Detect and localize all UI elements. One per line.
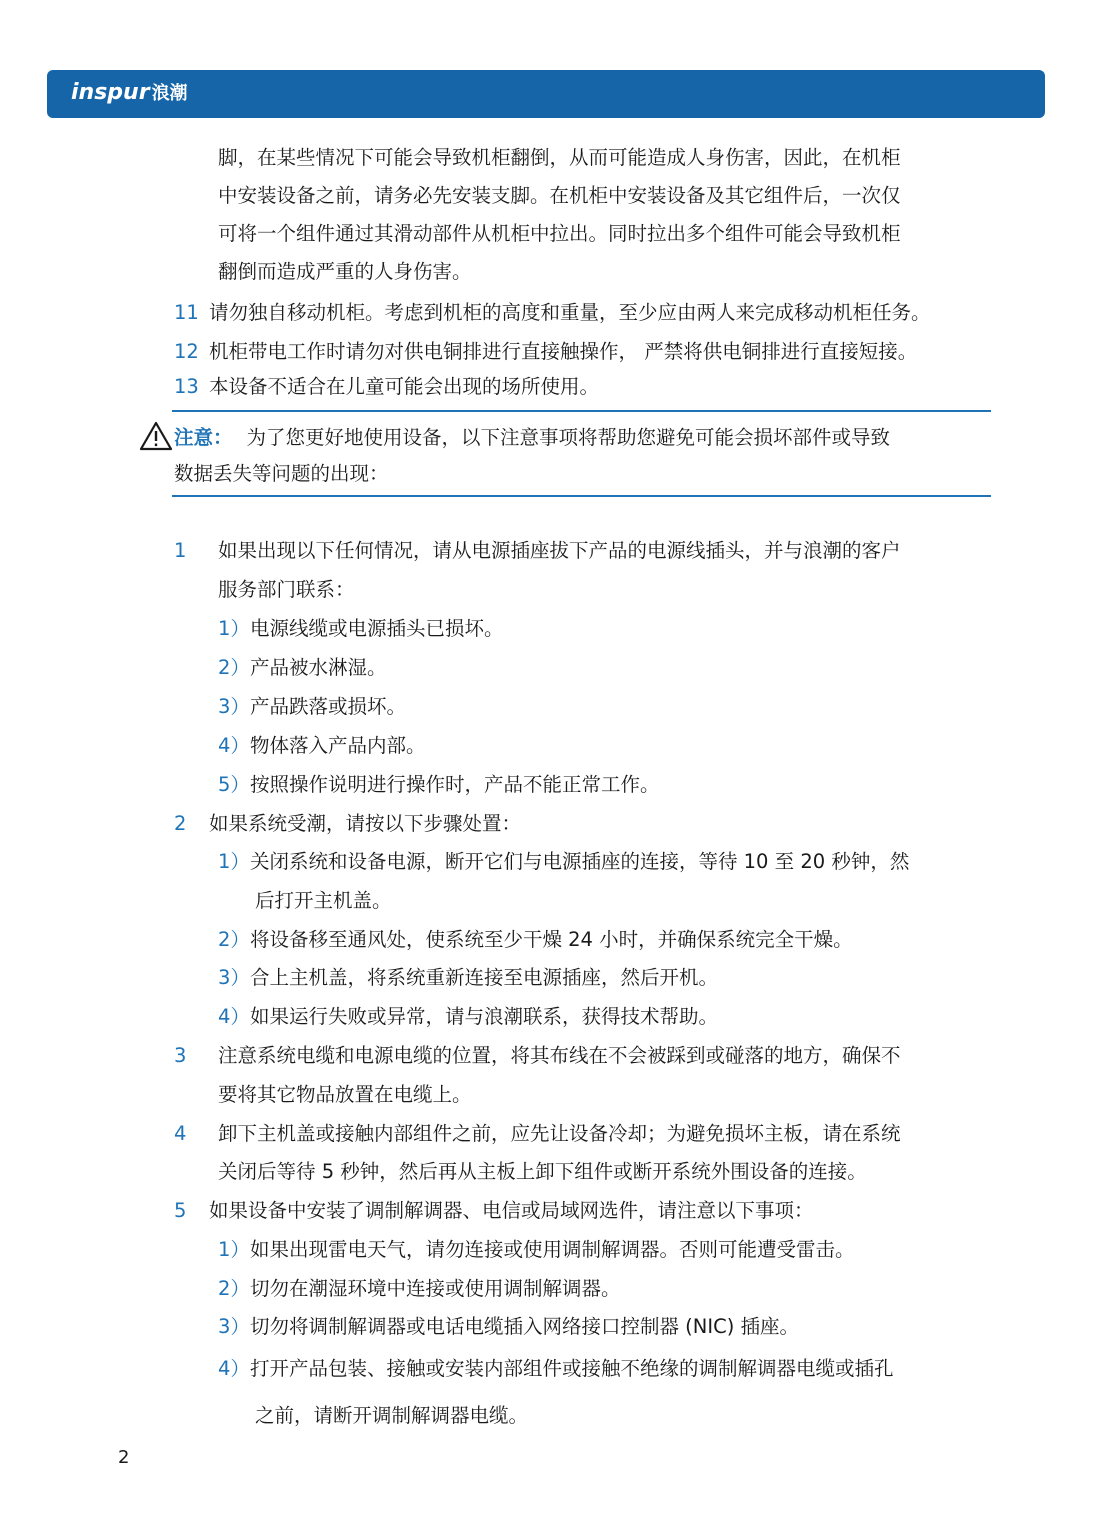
- sub-item-number: 1）: [218, 617, 250, 640]
- item-number: 2: [174, 812, 187, 835]
- sub-item: 2）产品被水淋湿。: [218, 656, 387, 679]
- sub-item: 2）将设备移至通风处，使系统至少干燥 24 小时，并确保系统完全干燥。: [218, 928, 853, 951]
- sub-item-number: 2）: [218, 1277, 250, 1300]
- item-number: 11: [174, 301, 199, 324]
- sub-item-number: 4）: [218, 1005, 250, 1028]
- sub-item: 5）按照操作说明进行操作时，产品不能正常工作。: [218, 773, 660, 796]
- notice-line-2: 数据丢失等问题的出现：: [174, 462, 389, 485]
- sub-item-number: 4）: [218, 734, 250, 757]
- notice-text: 为了您更好地使用设备，以下注意事项将帮助您避免可能会损坏部件或导致: [246, 426, 891, 449]
- sub-item: 1）关闭系统和设备电源，断开它们与电源插座的连接，等待 10 至 20 秒钟，然: [218, 850, 910, 873]
- logo-text-cn: 浪潮: [151, 83, 188, 104]
- header-bar: [47, 70, 1045, 118]
- item-number: 12: [174, 340, 199, 363]
- item-text: 关闭后等待 5 秒钟，然后再从主板上卸下组件或断开系统外围设备的连接。: [218, 1160, 867, 1183]
- logo-text: inspur: [71, 80, 150, 105]
- page-number: 2: [118, 1447, 130, 1468]
- notice-bottom-rule: [172, 495, 991, 497]
- sub-item: 4）打开产品包装、接触或安装内部组件或接触不绝缘的调制解调器电缆或插孔: [218, 1357, 894, 1380]
- item-number: 1: [174, 539, 187, 562]
- sub-item-number: 1）: [218, 850, 250, 873]
- item-text: 机柜带电工作时请勿对供电铜排进行直接触操作， 严禁将供电铜排进行直接短接。: [209, 340, 918, 363]
- sub-item-number: 3）: [218, 695, 250, 718]
- intro-line: 翻倒而造成严重的人身伤害。: [218, 260, 472, 283]
- sub-item: 3）切勿将调制解调器或电话电缆插入网络接口控制器 (NIC) 插座。: [218, 1315, 800, 1338]
- item-text: 如果设备中安装了调制解调器、电信或局域网选件，请注意以下事项：: [209, 1199, 814, 1222]
- sub-item: 1）电源线缆或电源插头已损坏。: [218, 617, 504, 640]
- item-number: 3: [174, 1044, 187, 1067]
- sub-item: 2）切勿在潮湿环境中连接或使用调制解调器。: [218, 1277, 621, 1300]
- item-text: 如果出现以下任何情况，请从电源插座拔下产品的电源线插头，并与浪潮的客户: [218, 539, 901, 562]
- sub-item-continuation: 之前，请断开调制解调器电缆。: [255, 1404, 529, 1427]
- notice-line-1: [174, 419, 890, 457]
- sub-item: 3）合上主机盖，将系统重新连接至电源插座，然后开机。: [218, 966, 718, 989]
- intro-line: 中安装设备之前，请务必先安装支脚。在机柜中安装设备及其它组件后，一次仅: [218, 184, 901, 207]
- item-text: 卸下主机盖或接触内部组件之前，应先让设备冷却；为避免损坏主板，请在系统: [218, 1122, 901, 1145]
- sub-item-number: 1）: [218, 1238, 250, 1261]
- inspur-logo: [71, 79, 188, 105]
- item-number: 4: [174, 1122, 187, 1145]
- sub-item-number: 3）: [218, 966, 250, 989]
- intro-line: 脚，在某些情况下可能会导致机柜翻倒，从而可能造成人身伤害，因此，在机柜: [218, 146, 901, 169]
- item-text: 本设备不适合在儿童可能会出现的场所使用。: [209, 375, 600, 398]
- sub-item-number: 4）: [218, 1357, 250, 1380]
- notice-label: 注意：: [174, 426, 233, 449]
- item-text: 请勿独自移动机柜。考虑到机柜的高度和重量，至少应由两人来完成移动机柜任务。: [209, 301, 931, 324]
- notice-top-rule: [172, 410, 991, 412]
- sub-item: 1）如果出现雷电天气，请勿连接或使用调制解调器。否则可能遭受雷击。: [218, 1238, 855, 1261]
- sub-item-number: 2）: [218, 656, 250, 679]
- intro-line: 可将一个组件通过其滑动部件从机柜中拉出。同时拉出多个组件可能会导致机柜: [218, 222, 901, 245]
- warning-icon: [139, 421, 173, 451]
- sub-item-number: 2）: [218, 928, 250, 951]
- sub-item: 4）物体落入产品内部。: [218, 734, 426, 757]
- sub-item: 3）产品跌落或损坏。: [218, 695, 406, 718]
- item-number: 13: [174, 375, 199, 398]
- item-text: 如果系统受潮，请按以下步骤处置：: [209, 812, 522, 835]
- item-text: 注意系统电缆和电源电缆的位置，将其布线在不会被踩到或碰落的地方，确保不: [218, 1044, 901, 1067]
- sub-item: 4）如果运行失败或异常，请与浪潮联系，获得技术帮助。: [218, 1005, 718, 1028]
- sub-item-number: 3）: [218, 1315, 250, 1338]
- item-text: 服务部门联系：: [218, 578, 355, 601]
- item-text: 要将其它物品放置在电缆上。: [218, 1083, 472, 1106]
- sub-item-number: 5）: [218, 773, 250, 796]
- sub-item-continuation: 后打开主机盖。: [255, 889, 392, 912]
- item-number: 5: [174, 1199, 187, 1222]
